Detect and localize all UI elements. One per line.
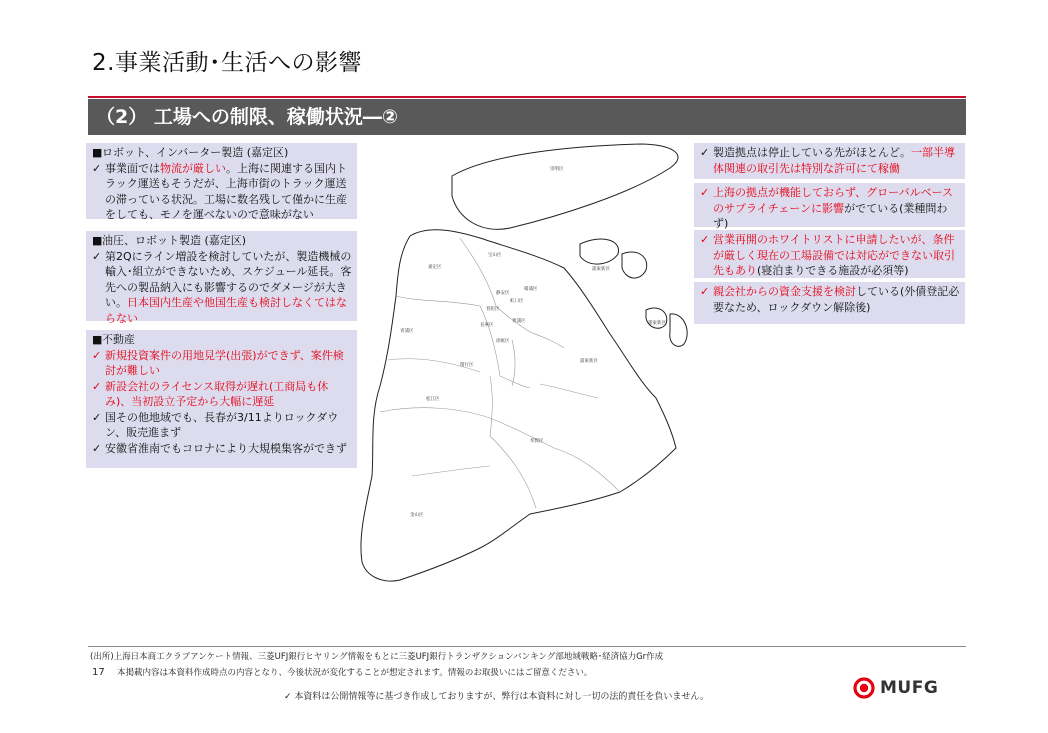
content-note: 本掲載内容は本資料作成時点の内容となり、今後状況が変化することが想定されます。情報のお取扱いにはご留意ください。 xyxy=(117,668,593,678)
district-label: 奉賢区 xyxy=(530,439,544,444)
box-hydraulic-robot xyxy=(86,231,357,325)
list-item: ✓ 事業面では物流が厳しい。上海に関連する国内トラック運送もそうだが、上海市街のトラック運送の滞っている状況。工場に数名残して僅かに生産をしても、モノを運べないので意味がない xyxy=(92,161,347,221)
box-header: ■油圧、ロボット製造 (嘉定区) xyxy=(92,234,247,247)
district-label: 浦東新区 xyxy=(580,359,598,364)
list-item: ✓ 国その他地域でも、長春が3/11よりロックダウン、販売進まず xyxy=(92,410,339,439)
logo-text: MUFG xyxy=(880,678,939,698)
district-label: 黄浦区 xyxy=(512,319,526,324)
list-item: ✓ 親会社からの資金支援を検討している(外債登記必要なため、ロックダウン解除後) xyxy=(700,285,960,314)
district-label: 松江区 xyxy=(426,397,440,402)
district-label: 金山区 xyxy=(410,513,424,518)
list-item: ✓ 製造拠点は停止している先がほとんど。一部半導体関連の取引先は特別な許可にて稼働 xyxy=(700,146,955,175)
district-label: 徐匯区 xyxy=(496,339,510,344)
list-item: ✓ 第2Qにライン増設を検討していたが、製造機械の輸入･組立ができないため、スケジュール延長。客先への製品納入にも影響するのでダメージが大きい。日本国内生産や他国生産も検討しなくてはならない xyxy=(92,249,352,325)
box-right-2 xyxy=(694,183,965,230)
box-right-1 xyxy=(694,143,965,179)
list-item: ✓ 新設会社のライセンス取得が遅れ(工商局も休み)、当初設立予定から大幅に遅延 xyxy=(92,379,329,408)
shanghai-map xyxy=(340,136,710,596)
box-real-estate xyxy=(86,330,357,468)
box-header: ■ロボット、インバーター製造 (嘉定区) xyxy=(92,146,289,159)
district-label: 楊浦区 xyxy=(524,287,538,292)
page-number: 17 xyxy=(92,667,105,678)
district-label: 普陀区 xyxy=(486,307,500,312)
mufg-logo-icon xyxy=(853,677,875,699)
footer-divider xyxy=(88,646,966,647)
disclaimer: ✓ 本資料は公開情報等に基づき作成しておりますが、弊行は本資料に対し一切の法的責任を負いません。 xyxy=(284,692,709,702)
box-right-4 xyxy=(694,282,965,324)
district-label: 虹口区 xyxy=(510,299,524,304)
list-item: ✓ 安徽省淮南でもコロナにより大規模集客ができず xyxy=(92,441,347,455)
source-note: (出所)上海日本商工クラブアンケート情報、三菱UFJ銀行ヒヤリング情報をもとに三菱UFJ銀行トランザクションバンキング部地域戦略･経済協力Gr作成 xyxy=(90,652,664,662)
title-divider xyxy=(88,96,966,98)
district-label: 嘉定区 xyxy=(428,265,442,270)
box-robot-inverter xyxy=(86,143,357,219)
list-item: ✓ 上海の拠点が機能しておらず、グローバルベースのサプライチェーンに影響がでている(業種問わず) xyxy=(700,186,954,230)
district-label: 青浦区 xyxy=(400,329,414,334)
box-right-3 xyxy=(694,230,965,278)
section-title-bar: （2） 工場への制限、稼働状況―② xyxy=(88,99,966,135)
page-title: 2.事業活動･生活への影響 xyxy=(92,50,362,76)
shanghai-map-svg xyxy=(340,136,710,596)
district-label: 崇明区 xyxy=(550,167,564,172)
mufg-logo xyxy=(853,677,938,699)
box-header: ■不動産 xyxy=(92,333,135,346)
district-label: 浦東新区 xyxy=(648,321,666,326)
district-label: 浦東新区 xyxy=(592,267,610,272)
list-item: ✓ 営業再開のホワイトリストに申請したいが、条件が厳しく現在の工場設備では対応ができない取引先もあり(寝泊まりできる施設が必須等) xyxy=(700,233,955,277)
district-label: 長寧区 xyxy=(480,323,494,328)
district-label: 静安区 xyxy=(496,291,510,296)
list-item: ✓ 新規投資案件の用地見学(出張)ができず、案件検討が難しい xyxy=(92,348,344,377)
district-label: 閔行区 xyxy=(460,363,474,368)
district-label: 宝山区 xyxy=(488,253,502,258)
